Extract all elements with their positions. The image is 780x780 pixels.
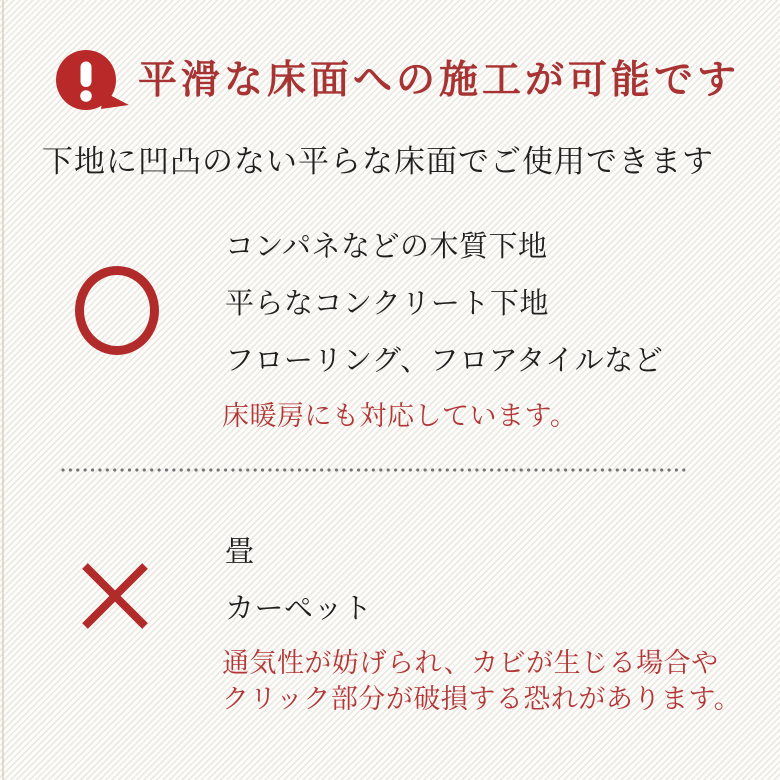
alert-exclamation-icon bbox=[56, 50, 132, 112]
page-subtitle: 下地に凹凸のない平らな床面でご使用できます bbox=[42, 144, 714, 179]
list-item: フローリング、フロアタイルなど bbox=[225, 345, 664, 377]
list-item: コンパネなどの木質下地 bbox=[225, 231, 548, 263]
header bbox=[56, 50, 740, 112]
list-item: カーペット bbox=[225, 593, 373, 625]
ok-surfaces-list bbox=[225, 216, 663, 387]
ng-note-line: 通気性が妨げられ、カビが生じる場合や bbox=[222, 648, 719, 678]
ng-note-line: クリック部分が破損する恐れがあります。 bbox=[222, 684, 742, 714]
ng-note bbox=[222, 645, 741, 717]
ng-cross-icon bbox=[82, 563, 148, 629]
ok-note: 床暖房にも対応しています。 bbox=[222, 401, 578, 431]
ok-circle-icon bbox=[75, 266, 159, 355]
list-item: 平らなコンクリート下地 bbox=[225, 288, 549, 320]
list-item: 畳 bbox=[225, 536, 255, 568]
ng-surfaces-list bbox=[225, 521, 373, 635]
dotted-divider bbox=[60, 467, 688, 473]
page-title: 平滑な床面への施工が可能です bbox=[138, 59, 741, 102]
left-edge-line bbox=[2, 0, 4, 780]
